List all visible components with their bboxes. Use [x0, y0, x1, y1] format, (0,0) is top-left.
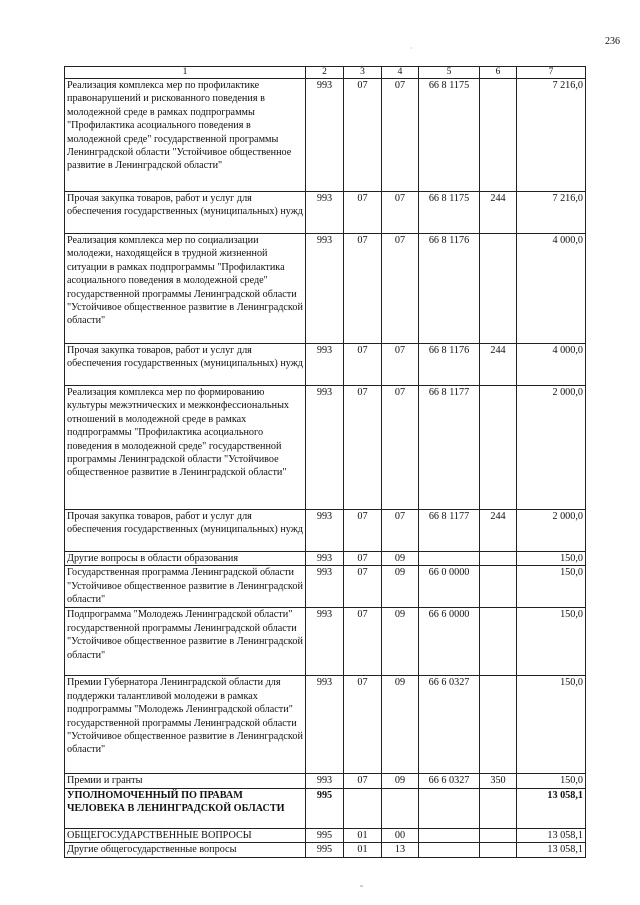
cell-expense-type — [480, 566, 517, 608]
cell-expense-type — [480, 843, 517, 857]
cell-section: 07 — [344, 608, 382, 676]
cell-ministry: 993 — [306, 79, 344, 192]
cell-target-article — [419, 843, 480, 857]
cell-amount: 4 000,0 — [517, 234, 586, 344]
cell-amount: 7 216,0 — [517, 79, 586, 192]
row-name: Реализация комплекса мер по социализации молодежи, находящейся в трудной жизненной ситуации в рамках подпрограммы "Профилактика асоциального поведения в молодежной среде" государственной программы Ленинградской области "Устойчивое общественное развитие в Ленинградской области" — [65, 234, 306, 344]
row-name: Другие вопросы в области образования — [65, 552, 306, 566]
page-number: 236 — [605, 36, 620, 47]
cell-subsection: 09 — [382, 676, 419, 774]
table-row — [65, 79, 586, 192]
column-header: 3 — [344, 67, 382, 79]
cell-ministry: 993 — [306, 344, 344, 386]
cell-section: 07 — [344, 344, 382, 386]
row-name: Реализация комплекса мер по профилактике правонарушений и рискованного поведения в молодежной среде в рамках подпрограммы "Профилактика асоциального поведения в молодежной среде" государственной программы Ленинградской области "Устойчивое общественное развитие в Ленинградской области" — [65, 79, 306, 192]
column-header: 2 — [306, 67, 344, 79]
row-name: Прочая закупка товаров, работ и услуг для обеспечения государственных (муниципальных) нужд — [65, 344, 306, 386]
cell-section: 07 — [344, 386, 382, 510]
cell-amount: 150,0 — [517, 676, 586, 774]
cell-section: 07 — [344, 552, 382, 566]
cell-amount: 4 000,0 — [517, 344, 586, 386]
row-name: Подпрограмма "Молодежь Ленинградской области" государственной программы Ленинградской области "Устойчивое общественное развитие в Ленинградской области" — [65, 608, 306, 676]
cell-target-article: 66 0 0000 — [419, 566, 480, 608]
cell-amount: 2 000,0 — [517, 386, 586, 510]
row-name: ОБЩЕГОСУДАРСТВЕННЫЕ ВОПРОСЫ — [65, 828, 306, 842]
cell-target-article: 66 8 1175 — [419, 192, 480, 234]
cell-expense-type — [480, 234, 517, 344]
cell-ministry: 993 — [306, 608, 344, 676]
cell-expense-type: 350 — [480, 774, 517, 788]
cell-section: 07 — [344, 510, 382, 552]
cell-amount: 13 058,1 — [517, 828, 586, 842]
cell-ministry: 993 — [306, 552, 344, 566]
cell-expense-type: 244 — [480, 344, 517, 386]
table-row — [65, 234, 586, 344]
row-name: Другие общегосударственные вопросы — [65, 843, 306, 857]
cell-section: 07 — [344, 774, 382, 788]
cell-section: 07 — [344, 234, 382, 344]
cell-target-article: 66 8 1176 — [419, 344, 480, 386]
row-name: Премии и гранты — [65, 774, 306, 788]
table-row — [65, 344, 586, 386]
cell-ministry: 993 — [306, 234, 344, 344]
table-row — [65, 843, 586, 857]
cell-amount: 150,0 — [517, 552, 586, 566]
cell-subsection: 09 — [382, 552, 419, 566]
cell-section: 01 — [344, 828, 382, 842]
cell-section: 07 — [344, 566, 382, 608]
column-header: 5 — [419, 67, 480, 79]
scan-speck-top: · — [410, 44, 413, 53]
row-name: УПОЛНОМОЧЕННЫЙ ПО ПРАВАМ ЧЕЛОВЕКА В ЛЕНИНГРАДСКОЙ ОБЛАСТИ — [65, 788, 306, 828]
cell-amount: 13 058,1 — [517, 843, 586, 857]
column-header: 1 — [65, 67, 306, 79]
cell-section — [344, 788, 382, 828]
column-header: 4 — [382, 67, 419, 79]
cell-amount: 150,0 — [517, 774, 586, 788]
cell-ministry: 993 — [306, 774, 344, 788]
row-name: Прочая закупка товаров, работ и услуг для обеспечения государственных (муниципальных) нужд — [65, 192, 306, 234]
row-name: Прочая закупка товаров, работ и услуг для обеспечения государственных (муниципальных) нужд — [65, 510, 306, 552]
cell-amount: 2 000,0 — [517, 510, 586, 552]
cell-subsection: 09 — [382, 774, 419, 788]
row-name: Реализация комплекса мер по формированию культуры межэтнических и межконфессиональных отношений в молодежной среде в рамках подпрограммы "Профилактика асоциального поведения в молодежной среде" государственной программы Ленинградской области "Устойчивое общественное развитие в Ленинградской области" — [65, 386, 306, 510]
cell-subsection: 09 — [382, 608, 419, 676]
cell-section: 07 — [344, 192, 382, 234]
column-header: 7 — [517, 67, 586, 79]
cell-amount: 13 058,1 — [517, 788, 586, 828]
table-row — [65, 552, 586, 566]
cell-target-article: 66 6 0000 — [419, 608, 480, 676]
cell-expense-type — [480, 552, 517, 566]
cell-amount: 7 216,0 — [517, 192, 586, 234]
cell-expense-type — [480, 788, 517, 828]
cell-ministry: 995 — [306, 843, 344, 857]
cell-section: 07 — [344, 676, 382, 774]
row-name: Государственная программа Ленинградской области "Устойчивое общественное развитие в Ленинградской области" — [65, 566, 306, 608]
table-row — [65, 774, 586, 788]
cell-expense-type — [480, 386, 517, 510]
cell-ministry: 993 — [306, 510, 344, 552]
cell-target-article — [419, 788, 480, 828]
cell-target-article: 66 6 0327 — [419, 774, 480, 788]
cell-section: 07 — [344, 79, 382, 192]
cell-ministry: 993 — [306, 386, 344, 510]
cell-subsection: 13 — [382, 843, 419, 857]
cell-subsection: 07 — [382, 192, 419, 234]
cell-subsection: 07 — [382, 344, 419, 386]
cell-target-article: 66 6 0327 — [419, 676, 480, 774]
cell-target-article — [419, 828, 480, 842]
table-row — [65, 566, 586, 608]
row-name: Премии Губернатора Ленинградской области для поддержки талантливой молодежи в рамках подпрограммы "Молодежь Ленинградской области" государственной программы Ленинградской области "Устойчивое общественное развитие в Ленинградской области" — [65, 676, 306, 774]
table-row — [65, 676, 586, 774]
cell-expense-type — [480, 608, 517, 676]
cell-expense-type — [480, 79, 517, 192]
cell-subsection: 00 — [382, 828, 419, 842]
cell-amount: 150,0 — [517, 566, 586, 608]
column-header: 6 — [480, 67, 517, 79]
cell-section: 01 — [344, 843, 382, 857]
cell-subsection: 07 — [382, 386, 419, 510]
budget-table — [64, 66, 586, 858]
cell-expense-type — [480, 676, 517, 774]
cell-target-article: 66 8 1177 — [419, 386, 480, 510]
table-row — [65, 608, 586, 676]
table-row — [65, 788, 586, 828]
table-row — [65, 192, 586, 234]
cell-subsection: 09 — [382, 566, 419, 608]
cell-expense-type — [480, 828, 517, 842]
cell-expense-type: 244 — [480, 510, 517, 552]
cell-subsection: 07 — [382, 234, 419, 344]
table-row — [65, 510, 586, 552]
cell-target-article: 66 8 1176 — [419, 234, 480, 344]
cell-amount: 150,0 — [517, 608, 586, 676]
cell-ministry: 993 — [306, 192, 344, 234]
cell-target-article: 66 8 1177 — [419, 510, 480, 552]
table-row — [65, 828, 586, 842]
cell-subsection — [382, 788, 419, 828]
cell-ministry: 995 — [306, 788, 344, 828]
table-row — [65, 386, 586, 510]
cell-ministry: 993 — [306, 566, 344, 608]
scan-speck-bottom: ˜ — [360, 884, 363, 894]
cell-ministry: 995 — [306, 828, 344, 842]
cell-ministry: 993 — [306, 676, 344, 774]
cell-subsection: 07 — [382, 79, 419, 192]
column-number-row — [65, 67, 586, 79]
cell-target-article: 66 8 1175 — [419, 79, 480, 192]
cell-expense-type: 244 — [480, 192, 517, 234]
cell-target-article — [419, 552, 480, 566]
cell-subsection: 07 — [382, 510, 419, 552]
